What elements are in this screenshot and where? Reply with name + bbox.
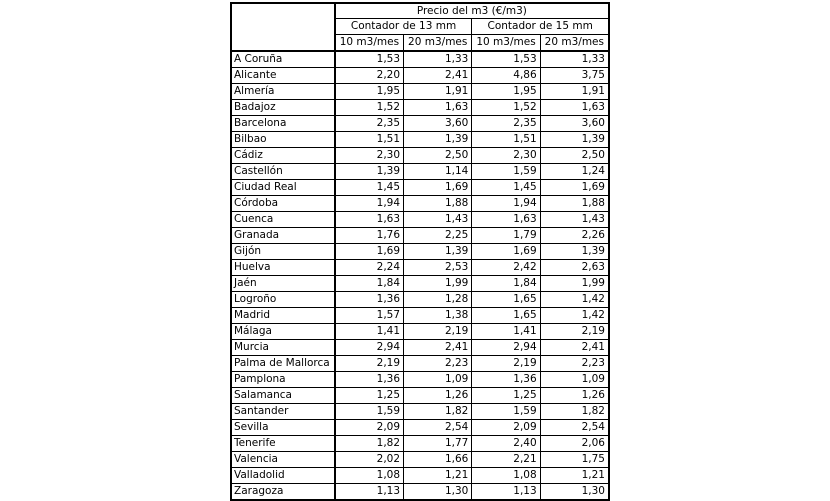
price-cell: 1,21 xyxy=(404,468,472,484)
price-cell: 2,19 xyxy=(404,324,472,340)
price-cell: 2,94 xyxy=(335,340,404,356)
table-row xyxy=(231,356,609,372)
table-body xyxy=(231,51,609,500)
price-cell: 1,99 xyxy=(540,276,609,292)
price-cell: 1,88 xyxy=(404,196,472,212)
table-row xyxy=(231,308,609,324)
subheader-13mm-10m3: 10 m3/mes xyxy=(335,35,404,52)
price-cell: 1,45 xyxy=(335,180,404,196)
table-row xyxy=(231,452,609,468)
price-cell: 1,76 xyxy=(335,228,404,244)
price-cell: 2,23 xyxy=(404,356,472,372)
city-name-cell: Pamplona xyxy=(231,372,335,388)
price-cell: 2,24 xyxy=(335,260,404,276)
price-cell: 1,39 xyxy=(335,164,404,180)
price-cell: 2,30 xyxy=(335,148,404,164)
price-cell: 2,21 xyxy=(472,452,540,468)
price-cell: 2,25 xyxy=(404,228,472,244)
city-name-cell: Barcelona xyxy=(231,116,335,132)
price-cell: 1,26 xyxy=(540,388,609,404)
city-name-cell: Palma de Mallorca xyxy=(231,356,335,372)
price-cell: 3,60 xyxy=(404,116,472,132)
table-header xyxy=(231,3,609,51)
price-cell: 1,08 xyxy=(335,468,404,484)
table-row xyxy=(231,196,609,212)
city-name-cell: Cuenca xyxy=(231,212,335,228)
price-cell: 1,84 xyxy=(472,276,540,292)
table-row xyxy=(231,132,609,148)
city-name-cell: Huelva xyxy=(231,260,335,276)
table-row xyxy=(231,68,609,84)
price-cell: 1,14 xyxy=(404,164,472,180)
city-name-cell: Castellón xyxy=(231,164,335,180)
city-name-cell: Madrid xyxy=(231,308,335,324)
header-price-per-m3: Precio del m3 (€/m3) xyxy=(335,3,609,19)
price-cell: 2,19 xyxy=(472,356,540,372)
price-cell: 1,57 xyxy=(335,308,404,324)
subheader-15mm-10m3: 10 m3/mes xyxy=(472,35,540,52)
price-cell: 2,19 xyxy=(335,356,404,372)
price-cell: 2,41 xyxy=(540,340,609,356)
city-name-cell: Alicante xyxy=(231,68,335,84)
price-cell: 1,24 xyxy=(540,164,609,180)
price-cell: 1,41 xyxy=(335,324,404,340)
table-row xyxy=(231,484,609,501)
price-cell: 1,39 xyxy=(540,244,609,260)
table-row xyxy=(231,468,609,484)
city-name-cell: Córdoba xyxy=(231,196,335,212)
table-row xyxy=(231,420,609,436)
table-row xyxy=(231,340,609,356)
price-cell: 1,66 xyxy=(404,452,472,468)
price-cell: 1,79 xyxy=(472,228,540,244)
water-price-table xyxy=(230,2,610,501)
city-name-cell: Jaén xyxy=(231,276,335,292)
price-cell: 1,63 xyxy=(472,212,540,228)
table-row xyxy=(231,180,609,196)
price-cell: 1,52 xyxy=(335,100,404,116)
city-name-cell: Almería xyxy=(231,84,335,100)
table-row xyxy=(231,212,609,228)
price-cell: 1,42 xyxy=(540,292,609,308)
city-name-cell: Tenerife xyxy=(231,436,335,452)
city-name-cell: Logroño xyxy=(231,292,335,308)
city-name-cell: Murcia xyxy=(231,340,335,356)
price-cell: 1,53 xyxy=(335,51,404,68)
city-name-cell: A Coruña xyxy=(231,51,335,68)
price-cell: 2,54 xyxy=(540,420,609,436)
subheader-13mm-20m3: 20 m3/mes xyxy=(404,35,472,52)
price-cell: 1,94 xyxy=(335,196,404,212)
price-cell: 1,69 xyxy=(540,180,609,196)
price-cell: 2,30 xyxy=(472,148,540,164)
table-row xyxy=(231,260,609,276)
city-name-cell: Cádiz xyxy=(231,148,335,164)
table-row xyxy=(231,372,609,388)
price-cell: 1,26 xyxy=(404,388,472,404)
price-cell: 1,51 xyxy=(472,132,540,148)
price-cell: 1,63 xyxy=(540,100,609,116)
price-cell: 1,63 xyxy=(404,100,472,116)
price-cell: 1,69 xyxy=(472,244,540,260)
price-cell: 2,63 xyxy=(540,260,609,276)
table-row xyxy=(231,84,609,100)
price-cell: 1,39 xyxy=(404,244,472,260)
price-cell: 1,82 xyxy=(404,404,472,420)
price-cell: 1,84 xyxy=(335,276,404,292)
city-name-cell: Zaragoza xyxy=(231,484,335,501)
table-row xyxy=(231,436,609,452)
price-cell: 1,36 xyxy=(335,292,404,308)
price-cell: 1,69 xyxy=(404,180,472,196)
price-cell: 2,19 xyxy=(540,324,609,340)
price-cell: 1,59 xyxy=(472,164,540,180)
price-cell: 1,82 xyxy=(335,436,404,452)
price-cell: 1,69 xyxy=(335,244,404,260)
price-cell: 2,53 xyxy=(404,260,472,276)
price-cell: 2,50 xyxy=(540,148,609,164)
price-cell: 1,39 xyxy=(540,132,609,148)
price-cell: 2,94 xyxy=(472,340,540,356)
price-cell: 1,94 xyxy=(472,196,540,212)
table-row xyxy=(231,164,609,180)
city-name-cell: Badajoz xyxy=(231,100,335,116)
price-cell: 1,08 xyxy=(472,468,540,484)
price-cell: 1,09 xyxy=(540,372,609,388)
city-name-cell: Valladolid xyxy=(231,468,335,484)
price-cell: 4,86 xyxy=(472,68,540,84)
price-cell: 1,43 xyxy=(404,212,472,228)
price-cell: 2,41 xyxy=(404,68,472,84)
price-cell: 3,60 xyxy=(540,116,609,132)
price-cell: 1,59 xyxy=(335,404,404,420)
price-cell: 1,42 xyxy=(540,308,609,324)
price-cell: 1,65 xyxy=(472,292,540,308)
price-cell: 2,35 xyxy=(472,116,540,132)
table-row xyxy=(231,228,609,244)
price-cell: 1,43 xyxy=(540,212,609,228)
price-cell: 1,25 xyxy=(472,388,540,404)
city-name-cell: Málaga xyxy=(231,324,335,340)
table-row xyxy=(231,100,609,116)
price-cell: 1,65 xyxy=(472,308,540,324)
price-cell: 1,82 xyxy=(540,404,609,420)
price-table-container xyxy=(230,2,610,501)
price-cell: 2,23 xyxy=(540,356,609,372)
price-cell: 1,33 xyxy=(540,51,609,68)
price-cell: 1,36 xyxy=(472,372,540,388)
header-group-13mm: Contador de 13 mm xyxy=(335,19,472,35)
price-cell: 1,33 xyxy=(404,51,472,68)
table-row xyxy=(231,276,609,292)
price-cell: 1,21 xyxy=(540,468,609,484)
empty-corner-cell xyxy=(231,3,335,51)
price-cell: 2,40 xyxy=(472,436,540,452)
price-cell: 1,95 xyxy=(335,84,404,100)
price-cell: 1,30 xyxy=(404,484,472,501)
header-group-15mm: Contador de 15 mm xyxy=(472,19,609,35)
price-cell: 1,51 xyxy=(335,132,404,148)
price-cell: 1,91 xyxy=(540,84,609,100)
price-cell: 1,09 xyxy=(404,372,472,388)
price-cell: 2,42 xyxy=(472,260,540,276)
city-name-cell: Granada xyxy=(231,228,335,244)
price-cell: 1,88 xyxy=(540,196,609,212)
price-cell: 1,28 xyxy=(404,292,472,308)
city-name-cell: Salamanca xyxy=(231,388,335,404)
price-cell: 2,02 xyxy=(335,452,404,468)
price-cell: 2,41 xyxy=(404,340,472,356)
price-cell: 2,26 xyxy=(540,228,609,244)
price-cell: 1,52 xyxy=(472,100,540,116)
price-cell: 1,95 xyxy=(472,84,540,100)
price-cell: 1,59 xyxy=(472,404,540,420)
price-cell: 2,35 xyxy=(335,116,404,132)
table-row xyxy=(231,324,609,340)
price-cell: 1,13 xyxy=(472,484,540,501)
price-cell: 1,45 xyxy=(472,180,540,196)
price-cell: 1,91 xyxy=(404,84,472,100)
price-cell: 1,39 xyxy=(404,132,472,148)
city-name-cell: Bilbao xyxy=(231,132,335,148)
price-cell: 2,50 xyxy=(404,148,472,164)
city-name-cell: Valencia xyxy=(231,452,335,468)
table-row xyxy=(231,388,609,404)
price-cell: 1,53 xyxy=(472,51,540,68)
price-cell: 2,09 xyxy=(335,420,404,436)
city-name-cell: Santander xyxy=(231,404,335,420)
price-cell: 3,75 xyxy=(540,68,609,84)
price-cell: 1,36 xyxy=(335,372,404,388)
price-cell: 2,54 xyxy=(404,420,472,436)
table-row xyxy=(231,404,609,420)
city-name-cell: Gijón xyxy=(231,244,335,260)
city-name-cell: Ciudad Real xyxy=(231,180,335,196)
city-name-cell: Sevilla xyxy=(231,420,335,436)
table-row xyxy=(231,51,609,68)
price-cell: 1,63 xyxy=(335,212,404,228)
price-cell: 1,75 xyxy=(540,452,609,468)
price-cell: 1,77 xyxy=(404,436,472,452)
price-cell: 1,38 xyxy=(404,308,472,324)
price-cell: 1,13 xyxy=(335,484,404,501)
price-cell: 2,20 xyxy=(335,68,404,84)
price-cell: 2,06 xyxy=(540,436,609,452)
table-row xyxy=(231,116,609,132)
price-cell: 1,25 xyxy=(335,388,404,404)
price-cell: 2,09 xyxy=(472,420,540,436)
table-row xyxy=(231,244,609,260)
price-cell: 1,41 xyxy=(472,324,540,340)
subheader-15mm-20m3: 20 m3/mes xyxy=(540,35,609,52)
table-row xyxy=(231,148,609,164)
price-cell: 1,30 xyxy=(540,484,609,501)
price-cell: 1,99 xyxy=(404,276,472,292)
table-row xyxy=(231,292,609,308)
